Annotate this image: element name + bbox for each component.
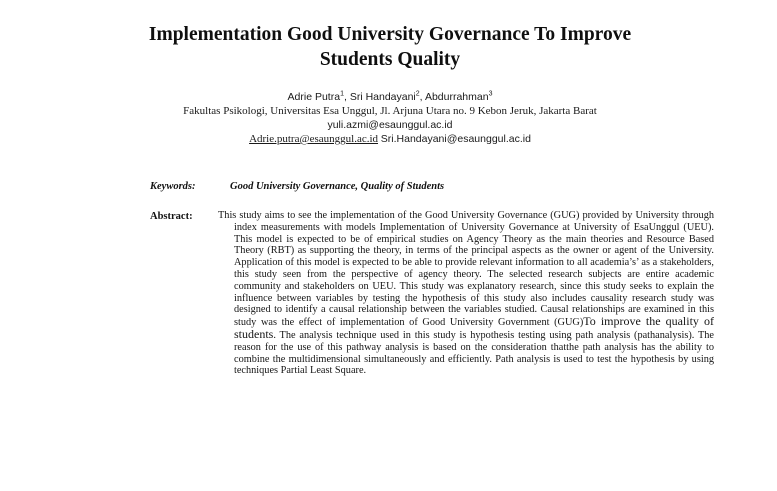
author-name: Abdurrahman [424, 91, 489, 103]
author-affiliation-mark: 1 [340, 90, 344, 98]
email: Sri.Handayani@esaunggul.ac.id [380, 133, 531, 145]
keywords-label: Keywords: [150, 181, 196, 192]
author-separator: , [343, 91, 350, 103]
email-link[interactable]: Adrie.putra@esaunggul.ac.id [249, 133, 379, 145]
author-name: Sri Handayani [349, 91, 416, 103]
paper-title: Implementation Good University Governance To Improve Students Quality [148, 24, 632, 70]
author-affiliation-mark: 2 [415, 90, 420, 98]
author-name: Adrie Putra [287, 91, 341, 103]
author-block [120, 90, 660, 146]
abstract-part: . The analysis technique used in this study is hypothesis testing using path analysis (pathanalysis). The reason for the use of this pathway analysis is based on the consideration thatthe path analysis has the ability to combine the multidimensional simultaneously and efficiently. Path analysis is used to test the hypothesis by using techniques Partial Least Square. [234, 329, 714, 377]
abstract-part: To improve the quality of students [234, 314, 714, 341]
keywords-text: Good University Governance, Quality of Students [230, 181, 445, 192]
author-affiliation-mark: 3 [488, 90, 493, 98]
abstract-part: This study aims to see the implementation of the Good University Governance (GUG) provided by University through index measurements with models Implementation of University Governance at University of EsaUnggul (UEU). This model is expected to be of empirical studies on Agency Theory as the main theories and Resource Based Theory (RBT) as supporting the theory, in terms of the principal aspects as the owner or agent of the University. Application of this model is expected to be able to provide relevant information to all academia’s’ as a stakeholders, this study seen from the perspective of agency theory. The selected research subjects are entire academic community and stakeholders on UEU. This study was explanatory research, since this study seeks to explain the influence between variables by testing the hypothesis of this study also includes causality research study was designed to identify a causal relationship between the variables studied. Causal relationships are examined in this study was the effect of implementation of Good University Government (GUG) [218, 210, 714, 329]
author-separator: , [419, 91, 425, 103]
abstract-label: Abstract: [150, 211, 193, 222]
email: yuli.azmi@esaunggul.ac.id [327, 119, 453, 131]
author-list [120, 90, 660, 104]
affiliation: Fakultas Psikologi, Universitas Esa Unggul, Jl. Arjuna Utara no. 9 Kebon Jeruk, Jakarta Barat [183, 105, 597, 117]
abstract-text [218, 210, 714, 377]
